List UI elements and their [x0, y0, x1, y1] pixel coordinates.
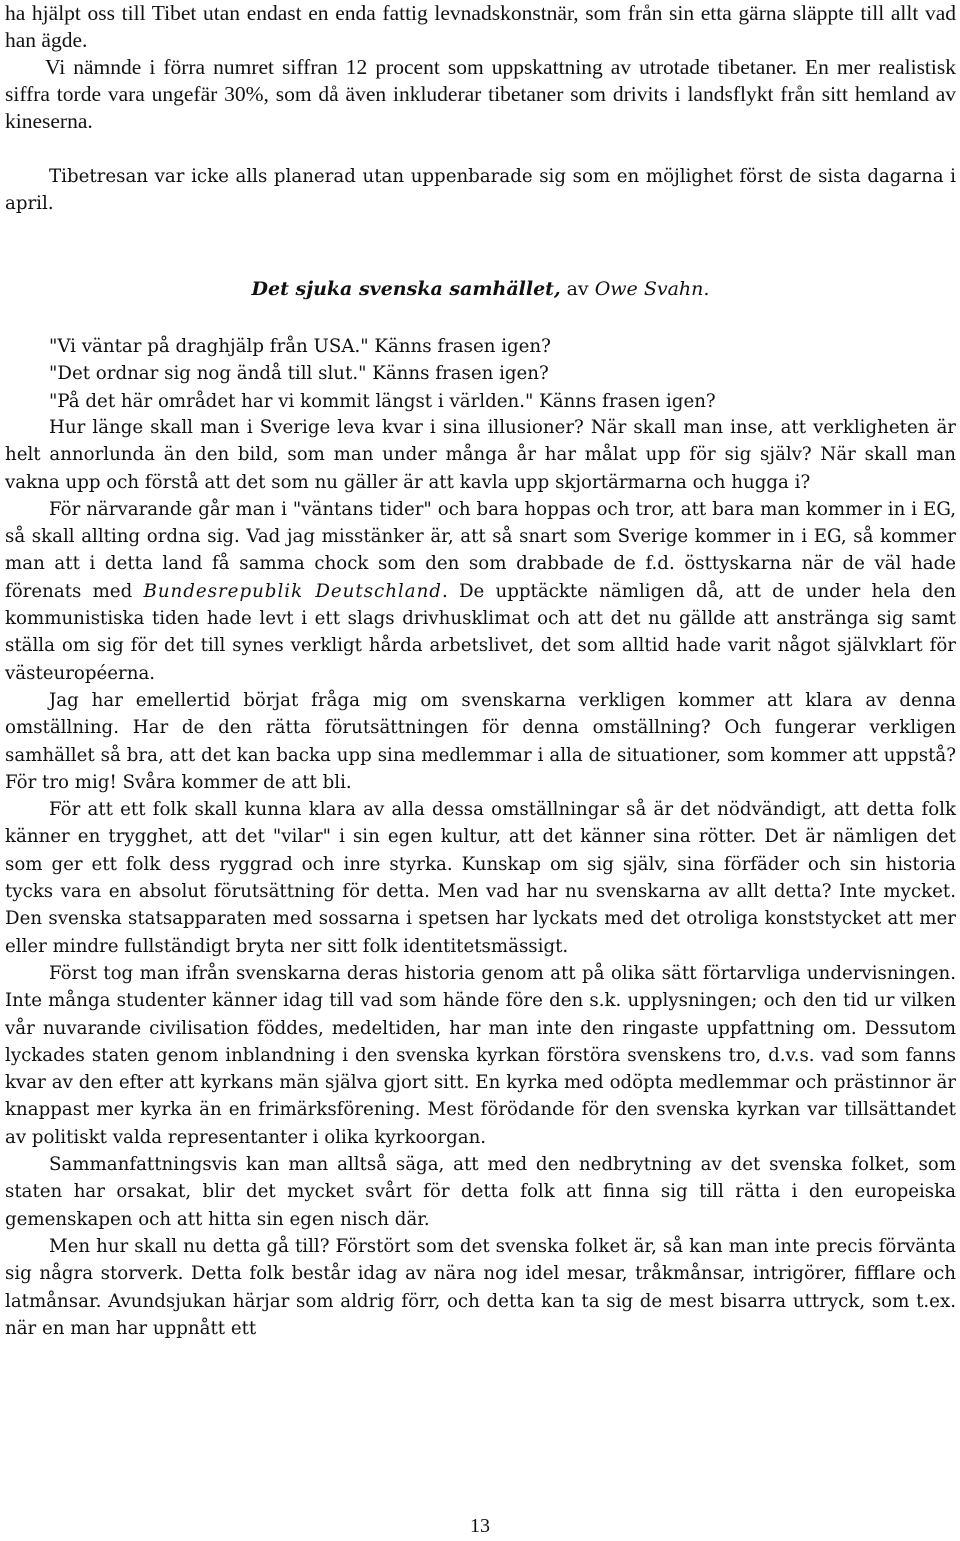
body-paragraph: För att ett folk skall kunna klara av alla dessa omställningar så är det nödvändigt, att detta folk känner en trygghet, att det "vilar" i sin egen kultur, att det känner sina rötter. Det är nämligen det som ger ett folk dess ryggrad och inre styrka. Kunskap om sig själv, sina förfäder och sin historia tycks vara en absolut förutsättning för detta. Men vad har nu svenskarna av allt detta? Inte mycket. Den svenska statsapparaten med sossarna i spetsen har lyckats med det otroliga konststycket att mer eller mindre fullständigt bryta ner sitt folk identitetsmässigt.: [5, 799, 956, 957]
body-paragraph: Men hur skall nu detta gå till? Förstört som det svenska folket är, så kan man inte precis förvänta sig några storverk. Detta folk består idag av nära nog idel mesar, tråkmånsar, intrigörer, fifflare och latmånsar. Avundsjukan härjar som aldrig förr, och detta kan ta sig de mest bisarra uttryck, som t.ex. när en man har uppnått ett: [5, 1235, 956, 1339]
body-text-span: För närvarande går man i "väntans tider" och bara hoppas och tror, att bara man kommer in i EG, så skall allting ordna sig. Vad jag misstänker är, att så snart som Sverige kommer in i EG, så kommer man att i detta land få samma chock som den som drabbade de f.d. östtyskarna när de väl hade förenats med: [5, 498, 956, 602]
intro-paragraph-trip: Tibetresan var icke alls planerad utan uppenbarade sig som en möjlighet först de sista dagarna i april.: [5, 166, 956, 215]
article-body: [5, 414, 956, 1342]
intro-paragraph-continued: ha hjälpt oss till Tibet utan endast en enda fattig levnadskonstnär, som från sin etta gärna släppte till allt vad han ägde.: [5, 1, 956, 52]
article-by: av: [566, 278, 589, 300]
article-author: Owe Svahn.: [594, 278, 710, 300]
intro-paragraph-tibetans: Vi nämnde i förra numret siffran 12 procent som uppskattning av utrotade tibetaner. En mer realistisk siffra torde vara ungefär 30%, som då även inkluderar tibetaner som drivits i landsflykt från sitt hemland av kineserna.: [5, 55, 956, 133]
article-heading: [5, 275, 956, 303]
body-text-span: . De upptäckte nämligen då, att de under hela den kommunistiska tiden hade levt i ett slags drivhusklimat och att det nu gällde att anstränga sig samt ställa om sig för det till synes verkligt hårda arbetslivet, det som alltid hade varit något självklart för västeuropéerna.: [5, 580, 956, 684]
body-paragraph: Först tog man ifrån svenskarna deras historia genom att på olika sätt förtarvliga undervisningen. Inte många studenter känner idag till vad som hände före den s.k. upplysningen; och den tid ur vilken vår nuvarande civilisation föddes, medeltiden, har man inte den ringaste uppfattning om. Dessutom lyckades staten genom inblandning i den svenska kyrkan förstöra svenskens tro, d.v.s. vad som fanns kvar av den efter att kyrkans män själva gjort sitt. En kyrka med odöpta medlemmar och prästinnor är knappast mer kyrka än en frimärksförening. Mest förödande för den svenska kyrkan var tillsättandet av politiskt valda representanter i olika kyrkoorgan.: [5, 962, 956, 1148]
intro-section: [5, 0, 956, 135]
quote-lines: [5, 333, 956, 415]
quote-line: "Vi väntar på draghjälp från USA." Känns frasen igen?: [49, 336, 551, 357]
quote-line: "Det ordnar sig nog ändå till slut." Känns frasen igen?: [49, 363, 549, 385]
body-paragraph: Jag har emellertid börjat fråga mig om svenskarna verkligen kommer att klara av denna omställning. Har de den rätta förutsättningen för denna omställning? Och fungerar verkligen samhället så bra, att det kan backa upp sina medlemmar i alla de situationer, som kommer att uppstå? För tro mig! Svåra kommer de att bli.: [5, 689, 956, 793]
article-title: Det sjuka svenska samhället,: [251, 278, 561, 300]
intro-section-trip: [5, 163, 956, 218]
body-paragraph: [5, 496, 956, 687]
page-number: 13: [470, 1515, 490, 1537]
quote-line: "På det här området har vi kommit längst i världen." Känns frasen igen?: [49, 390, 716, 412]
body-paragraph: Hur länge skall man i Sverige leva kvar i sina illusioner? När skall man inse, att verkligheten är helt annorlunda än den bild, som man under många år har målat upp för sig själv? När skall man vakna upp och förstå att det som nu gäller är att kavla upp skjortärmarna och hugga i?: [5, 417, 956, 493]
body-italic-term: Bundesrepublik Deutschland: [143, 580, 442, 602]
body-paragraph: Sammanfattningsvis kan man alltså säga, att med den nedbrytning av det svenska folket, som staten har orsakat, blir det mycket svårt för detta folk att finna sig till rätta i den europeiska gemenskapen och att hitta sin egen nisch där.: [5, 1154, 956, 1230]
